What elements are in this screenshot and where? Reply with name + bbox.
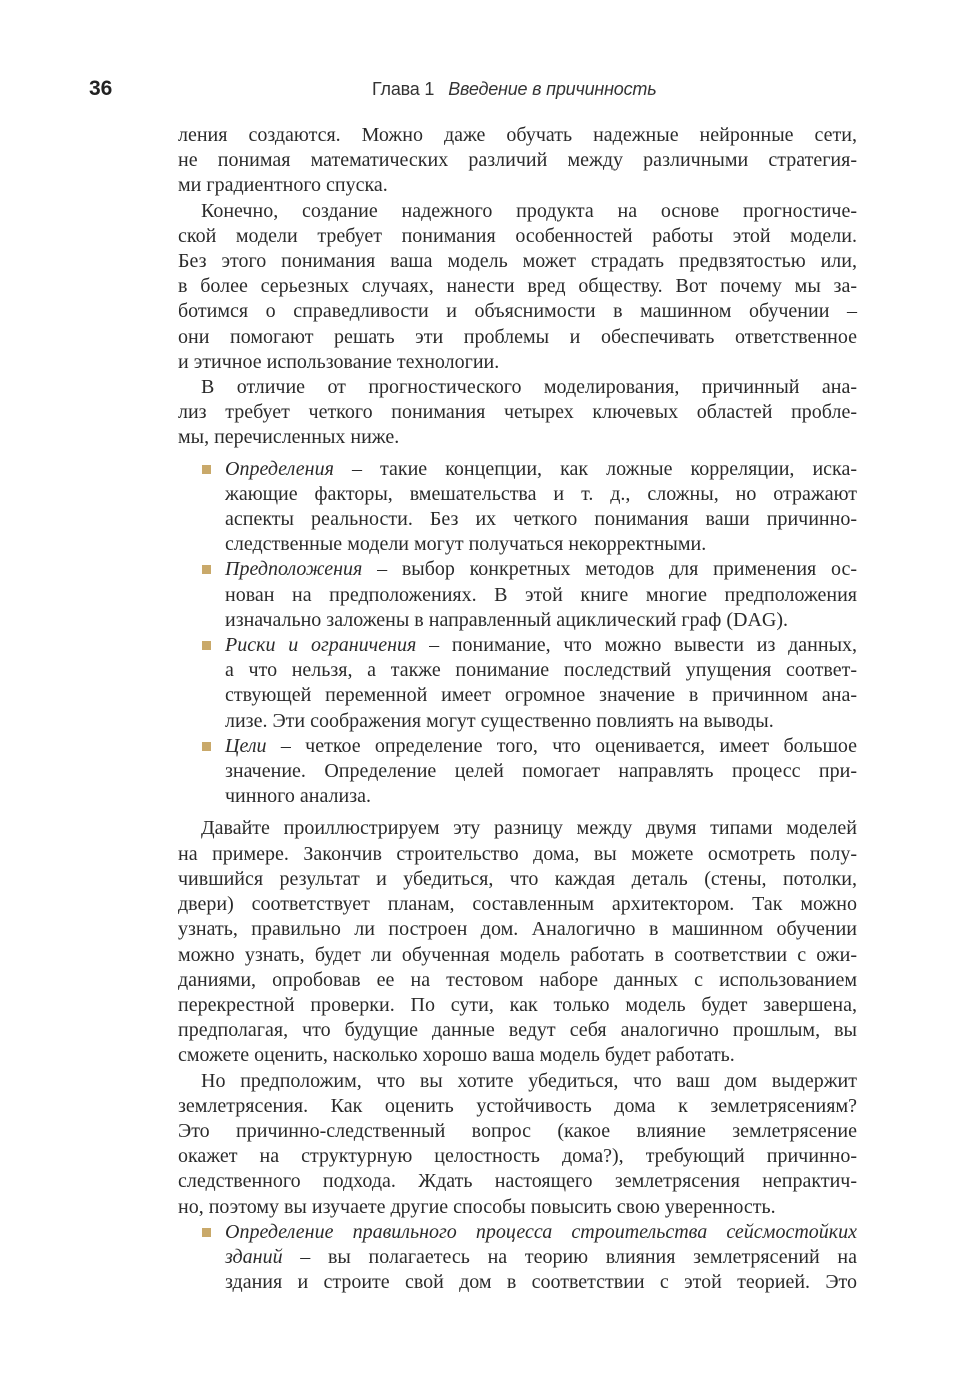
section-title: Введение в причинность (448, 79, 657, 99)
line-text: – такие концепции, как ложные корреляции, иска- (333, 457, 857, 480)
text-line (225, 608, 857, 633)
chapter-label: Глава 1 (372, 79, 435, 99)
bullet-item (225, 633, 857, 734)
text-line (178, 968, 857, 993)
text-line (178, 1018, 857, 1043)
text-line (178, 123, 857, 148)
square-bullet-icon (202, 465, 211, 474)
text-line (178, 199, 857, 224)
text-line (178, 400, 857, 425)
line-text: а что нельзя, а также понимание последствий упущения соответ- (225, 659, 857, 682)
italic-term: Определение правильного процесса строительства сейсмостойких (225, 1220, 857, 1243)
line-text: ской модели требует понимания особенностей работы этой модели. (178, 224, 857, 247)
text-line (178, 299, 857, 324)
text-line (225, 532, 857, 557)
paragraph (178, 199, 857, 375)
line-text: – вы полагаетесь на теорию влияния землетрясений на (282, 1245, 857, 1268)
text-line (225, 658, 857, 683)
bullet-item (225, 1220, 857, 1296)
text-line (225, 709, 857, 734)
text-line (178, 249, 857, 274)
line-text: землетрясения. Как оценить устойчивость дома к землетрясениям? (178, 1094, 857, 1117)
text-line (178, 943, 857, 968)
text-line (178, 993, 857, 1018)
square-bullet-icon (202, 565, 211, 574)
page-number: 36 (89, 77, 113, 100)
text-line (178, 375, 857, 400)
bullet-item (225, 457, 857, 558)
text-line (178, 1069, 857, 1094)
bullet-item (225, 557, 857, 633)
text-line (178, 917, 857, 942)
square-bullet-icon (202, 641, 211, 650)
line-text: они помогают решать эти проблемы и обеспечивать ответственное (178, 325, 857, 348)
line-text: перекрестной проверки. По сути, как только модель будет завершена, (178, 993, 857, 1016)
line-text: ления создаются. Можно даже обучать надежные нейронные сети, (178, 124, 857, 146)
text-line (178, 1094, 857, 1119)
line-text: нован на предположениях. В этой книге многие предположения (225, 583, 857, 606)
line-text: – понимание, что можно вывести из данных, (416, 634, 858, 657)
text-line (178, 350, 857, 375)
line-text: Но предположим, что вы хотите убедиться, что ваш дом выдержит (201, 1069, 857, 1092)
line-text: здания и строите свой дом в соответствии с этой теорией. Это (225, 1271, 857, 1294)
paragraph (178, 816, 857, 1068)
text-line (225, 1245, 857, 1270)
line-text: сможете оценить, насколько хорошо ваша модель будет работать. (178, 1044, 735, 1067)
line-text: – четкое определение того, что оценивается, имеет большое (266, 734, 857, 757)
text-line (225, 1220, 857, 1245)
line-text: ми градиентного спуска. (178, 174, 388, 197)
line-text: следственного подхода. Ждать настоящего землетрясения непрактич- (178, 1170, 857, 1193)
square-bullet-icon (202, 1228, 211, 1237)
line-text: аспекты реальности. Без их четкого понимания ваши причинно- (225, 508, 857, 531)
italic-term: Риски и ограничения (225, 634, 417, 657)
text-line (178, 1119, 857, 1144)
text-line (178, 1144, 857, 1169)
text-line (178, 1195, 857, 1220)
text-line (178, 892, 857, 917)
line-text: лиз требует четкого понимания четырех ключевых областей пробле- (178, 401, 857, 424)
text-line (178, 224, 857, 249)
text-line (225, 507, 857, 532)
line-text: но, поэтому вы изучаете другие способы повысить свою уверенность. (178, 1195, 776, 1218)
italic-term: зданий (225, 1245, 283, 1268)
line-text: изначально заложены в направленный ациклический граф (DAG). (225, 608, 789, 631)
line-text: окажет на структурную целостность дома?), требующий причинно- (178, 1145, 857, 1168)
italic-term: Предположения (225, 558, 363, 581)
line-text: в более серьезных случаях, нанести вред обществу. Вот почему мы за- (178, 275, 857, 298)
line-text: мы, перечисленных ниже. (178, 426, 400, 449)
line-text: и этичное использование технологии. (178, 350, 500, 373)
text-line (178, 867, 857, 892)
text-line (178, 816, 857, 841)
line-text: ствующей переменной имеет огромное значение в причинном ана- (225, 684, 857, 707)
line-text: чинного анализа. (225, 785, 371, 808)
line-text: двери) соответствует планам, составленным архитектором. Так можно (178, 893, 857, 916)
line-text: жающие факторы, вмешательства и т. д., сложны, но отражают (225, 482, 857, 505)
running-header (372, 79, 656, 100)
line-text: Конечно, создание надежного продукта на основе прогностиче- (201, 199, 857, 222)
line-text: не понимая математических различий между различными стратегия- (178, 149, 857, 172)
line-text: следственные модели могут получаться некорректными. (225, 533, 707, 556)
paragraph (178, 375, 857, 451)
text-line (225, 457, 857, 482)
line-text: на примере. Закончив строительство дома, вы можете осмотреть полу- (178, 842, 857, 865)
square-bullet-icon (202, 742, 211, 751)
line-text: даниями, опробовав ее на тестовом наборе данных с использованием (178, 968, 857, 991)
text-line (225, 784, 857, 809)
text-line (178, 148, 857, 173)
line-text: Без этого понимания ваша модель может страдать предвзятостью или, (178, 250, 857, 273)
text-line (178, 325, 857, 350)
line-text: Это причинно-следственный вопрос (какое влияние землетрясение (178, 1119, 857, 1142)
page-body (178, 123, 857, 1295)
text-line (225, 1270, 857, 1295)
text-line (225, 759, 857, 784)
line-text: значение. Определение целей помогает направлять процесс при- (225, 760, 857, 783)
text-line (225, 633, 857, 658)
text-line (225, 557, 857, 582)
paragraph (178, 123, 857, 199)
text-line (178, 1169, 857, 1194)
bullet-item (225, 734, 857, 810)
text-line (225, 583, 857, 608)
text-line (225, 482, 857, 507)
line-text: узнать, правильно ли построен дом. Аналогично в машинном обучении (178, 918, 857, 941)
text-line (178, 1043, 857, 1068)
text-line (225, 683, 857, 708)
line-text: предполагая, что будущие данные ведут себя аналогично прошлым, вы (178, 1019, 857, 1042)
paragraph (178, 1069, 857, 1220)
italic-term: Цели (225, 734, 267, 757)
line-text: лизе. Эти соображения могут существенно повлиять на выводы. (225, 709, 774, 732)
italic-term: Определения (225, 457, 334, 480)
line-text: – выбор конкретных методов для применения ос- (362, 558, 857, 581)
line-text: Давайте проиллюстрируем эту разницу между двумя типами моделей (201, 817, 857, 840)
text-line (178, 173, 857, 198)
line-text: В отличие от прогностического моделирования, причинный ана- (201, 376, 857, 399)
text-line (178, 842, 857, 867)
line-text: можно узнать, будет ли обученная модель работать в соответствии с ожи- (178, 943, 857, 966)
line-text: чившийся результат и убедиться, что каждая деталь (стены, потолки, (178, 867, 857, 890)
text-line (178, 425, 857, 450)
text-line (225, 734, 857, 759)
text-line (178, 274, 857, 299)
line-text: ботимся о справедливости и объяснимости в машинном обучении – (178, 300, 857, 323)
